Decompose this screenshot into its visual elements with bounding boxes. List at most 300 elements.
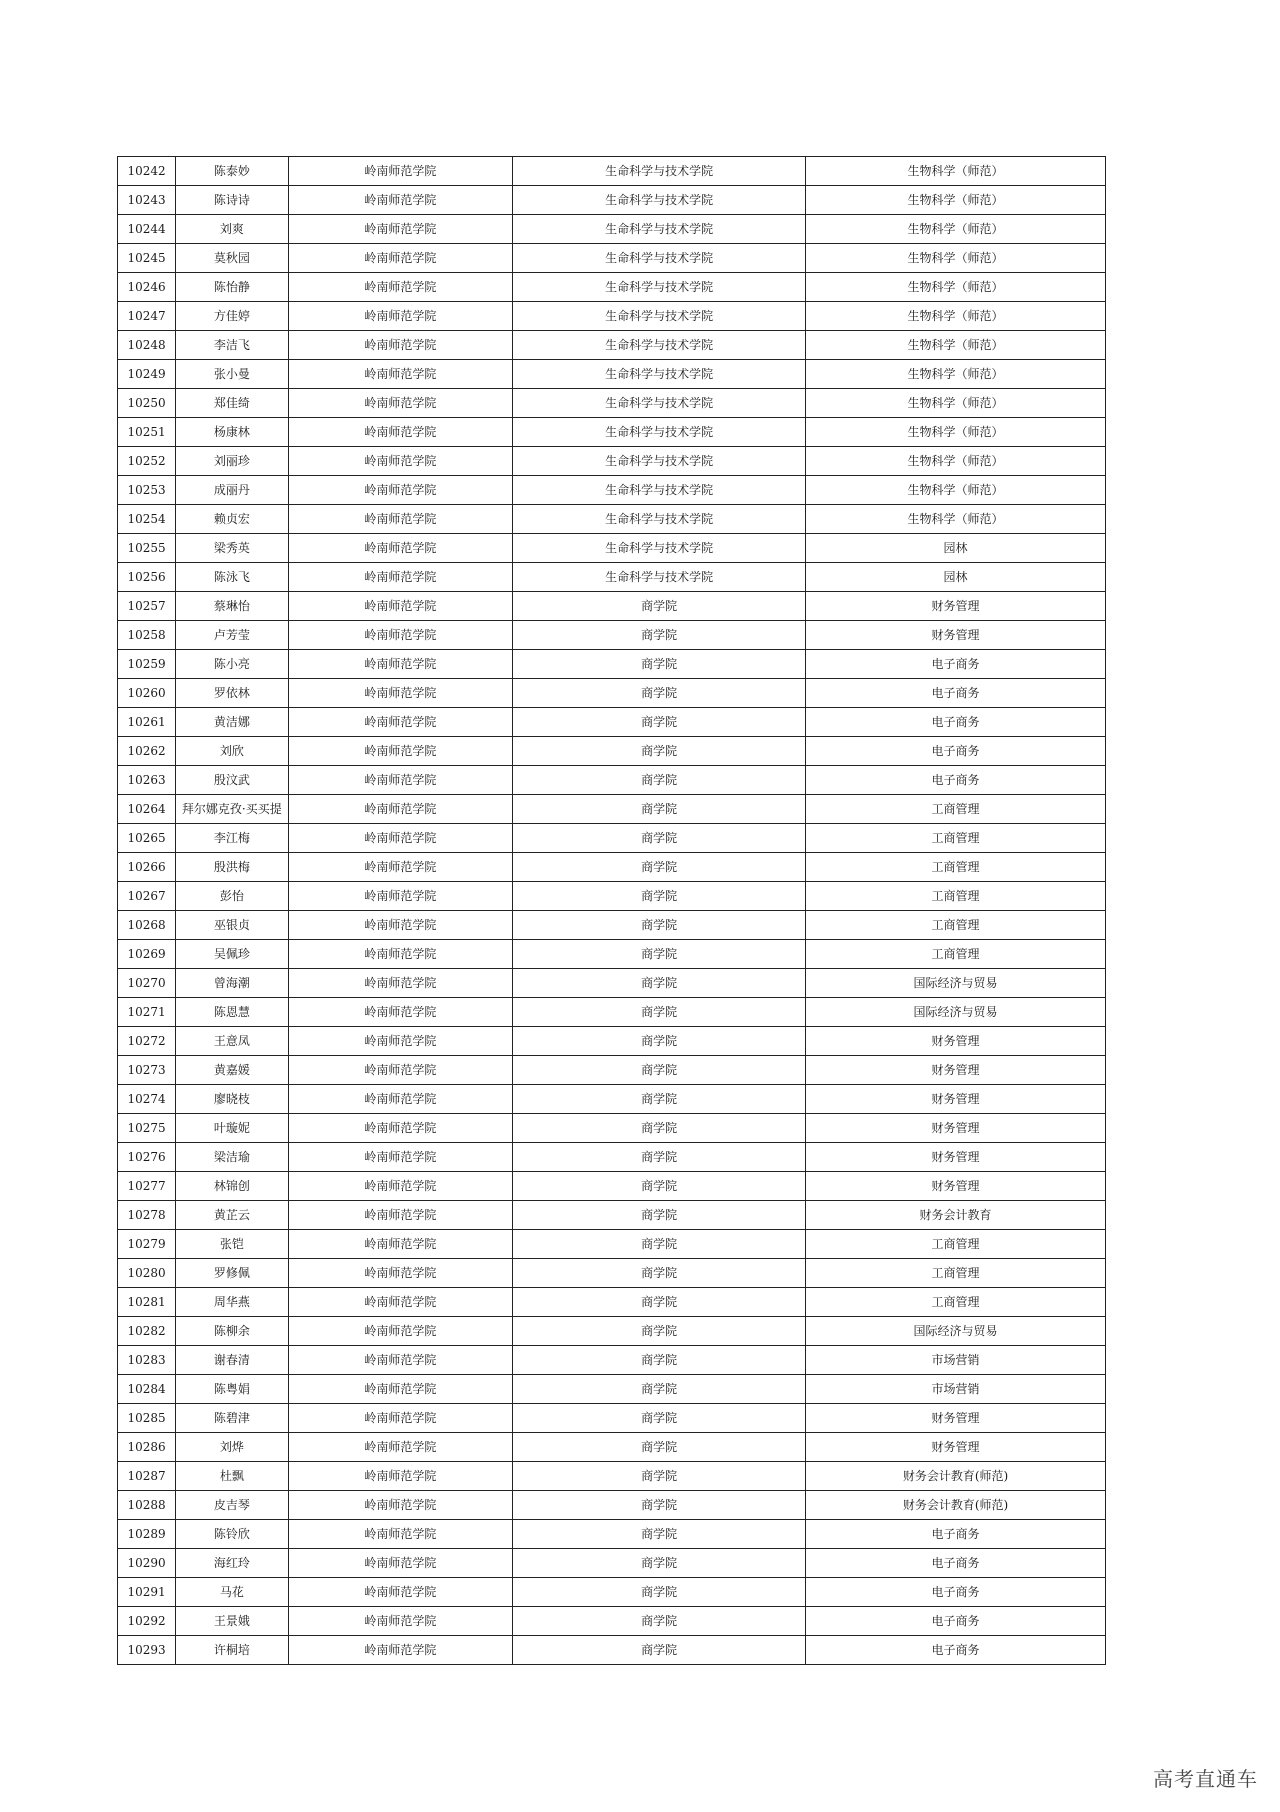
major-cell: 生物科学（师范）	[806, 215, 1106, 244]
table-row	[118, 505, 1106, 534]
student-id-cell: 10263	[118, 766, 176, 795]
college-cell: 商学院	[513, 1636, 806, 1665]
major-cell: 财务管理	[806, 1027, 1106, 1056]
student-id-cell: 10261	[118, 708, 176, 737]
table-row	[118, 157, 1106, 186]
student-id-cell: 10280	[118, 1259, 176, 1288]
school-cell: 岭南师范学院	[288, 708, 513, 737]
major-cell: 园林	[806, 534, 1106, 563]
student-id-cell: 10293	[118, 1636, 176, 1665]
table-row	[118, 1520, 1106, 1549]
college-cell: 商学院	[513, 1607, 806, 1636]
student-id-cell: 10244	[118, 215, 176, 244]
table-row	[118, 534, 1106, 563]
student-id-cell: 10292	[118, 1607, 176, 1636]
major-cell: 财务管理	[806, 1056, 1106, 1085]
student-name-cell: 叶璇妮	[176, 1114, 288, 1143]
college-cell: 商学院	[513, 621, 806, 650]
school-cell: 岭南师范学院	[288, 476, 513, 505]
major-cell: 工商管理	[806, 824, 1106, 853]
student-name-cell: 刘欣	[176, 737, 288, 766]
school-cell: 岭南师范学院	[288, 389, 513, 418]
school-cell: 岭南师范学院	[288, 273, 513, 302]
student-id-cell: 10249	[118, 360, 176, 389]
school-cell: 岭南师范学院	[288, 1346, 513, 1375]
school-cell: 岭南师范学院	[288, 1114, 513, 1143]
table-row	[118, 824, 1106, 853]
table-row	[118, 853, 1106, 882]
college-cell: 商学院	[513, 679, 806, 708]
table-row	[118, 650, 1106, 679]
student-id-cell: 10285	[118, 1404, 176, 1433]
college-cell: 生命科学与技术学院	[513, 563, 806, 592]
student-id-cell: 10274	[118, 1085, 176, 1114]
school-cell: 岭南师范学院	[288, 1201, 513, 1230]
student-name-cell: 黄洁娜	[176, 708, 288, 737]
college-cell: 商学院	[513, 1230, 806, 1259]
student-id-cell: 10268	[118, 911, 176, 940]
student-id-cell: 10273	[118, 1056, 176, 1085]
college-cell: 商学院	[513, 1433, 806, 1462]
student-name-cell: 梁洁瑜	[176, 1143, 288, 1172]
major-cell: 财务会计教育(师范)	[806, 1491, 1106, 1520]
student-id-cell: 10264	[118, 795, 176, 824]
college-cell: 商学院	[513, 1375, 806, 1404]
student-id-cell: 10251	[118, 418, 176, 447]
student-id-cell: 10272	[118, 1027, 176, 1056]
student-name-cell: 罗依林	[176, 679, 288, 708]
student-id-cell: 10281	[118, 1288, 176, 1317]
student-name-cell: 周华燕	[176, 1288, 288, 1317]
student-name-cell: 莫秋园	[176, 244, 288, 273]
major-cell: 财务管理	[806, 1085, 1106, 1114]
table-row	[118, 360, 1106, 389]
college-cell: 生命科学与技术学院	[513, 534, 806, 563]
college-cell: 商学院	[513, 1027, 806, 1056]
student-name-cell: 拜尔娜克孜·买买提	[176, 795, 288, 824]
student-name-cell: 林锦创	[176, 1172, 288, 1201]
student-id-cell: 10252	[118, 447, 176, 476]
table-row	[118, 1578, 1106, 1607]
school-cell: 岭南师范学院	[288, 418, 513, 447]
school-cell: 岭南师范学院	[288, 1317, 513, 1346]
student-id-cell: 10271	[118, 998, 176, 1027]
college-cell: 商学院	[513, 1085, 806, 1114]
student-name-cell: 许桐培	[176, 1636, 288, 1665]
student-id-cell: 10258	[118, 621, 176, 650]
student-id-cell: 10265	[118, 824, 176, 853]
table-row	[118, 911, 1106, 940]
student-name-cell: 张小曼	[176, 360, 288, 389]
student-name-cell: 彭怡	[176, 882, 288, 911]
student-name-cell: 杜飘	[176, 1462, 288, 1491]
college-cell: 商学院	[513, 1172, 806, 1201]
student-name-cell: 海红玲	[176, 1549, 288, 1578]
school-cell: 岭南师范学院	[288, 1491, 513, 1520]
table-row	[118, 969, 1106, 998]
school-cell: 岭南师范学院	[288, 1578, 513, 1607]
major-cell: 电子商务	[806, 708, 1106, 737]
table-row	[118, 1462, 1106, 1491]
table-row	[118, 476, 1106, 505]
student-id-cell: 10250	[118, 389, 176, 418]
school-cell: 岭南师范学院	[288, 998, 513, 1027]
school-cell: 岭南师范学院	[288, 1143, 513, 1172]
student-id-cell: 10267	[118, 882, 176, 911]
student-name-cell: 吴佩珍	[176, 940, 288, 969]
major-cell: 生物科学（师范）	[806, 389, 1106, 418]
table-row	[118, 418, 1106, 447]
school-cell: 岭南师范学院	[288, 1404, 513, 1433]
student-name-cell: 陈诗诗	[176, 186, 288, 215]
student-id-cell: 10289	[118, 1520, 176, 1549]
table-row	[118, 621, 1106, 650]
college-cell: 生命科学与技术学院	[513, 215, 806, 244]
student-name-cell: 郑佳绮	[176, 389, 288, 418]
table-row	[118, 1288, 1106, 1317]
college-cell: 商学院	[513, 1288, 806, 1317]
school-cell: 岭南师范学院	[288, 940, 513, 969]
school-cell: 岭南师范学院	[288, 331, 513, 360]
student-id-cell: 10255	[118, 534, 176, 563]
table-row	[118, 186, 1106, 215]
major-cell: 财务管理	[806, 1143, 1106, 1172]
college-cell: 生命科学与技术学院	[513, 447, 806, 476]
table-row	[118, 1172, 1106, 1201]
table-row	[118, 940, 1106, 969]
student-id-cell: 10276	[118, 1143, 176, 1172]
school-cell: 岭南师范学院	[288, 1027, 513, 1056]
table-row	[118, 215, 1106, 244]
college-cell: 商学院	[513, 795, 806, 824]
college-cell: 生命科学与技术学院	[513, 389, 806, 418]
student-name-cell: 殷洪梅	[176, 853, 288, 882]
college-cell: 商学院	[513, 1520, 806, 1549]
table-row	[118, 1607, 1106, 1636]
school-cell: 岭南师范学院	[288, 621, 513, 650]
college-cell: 商学院	[513, 969, 806, 998]
table-row	[118, 302, 1106, 331]
college-cell: 商学院	[513, 1578, 806, 1607]
table-row	[118, 1259, 1106, 1288]
school-cell: 岭南师范学院	[288, 1230, 513, 1259]
table-row	[118, 998, 1106, 1027]
school-cell: 岭南师范学院	[288, 1085, 513, 1114]
college-cell: 生命科学与技术学院	[513, 360, 806, 389]
table-row	[118, 1491, 1106, 1520]
student-name-cell: 杨康林	[176, 418, 288, 447]
school-cell: 岭南师范学院	[288, 969, 513, 998]
major-cell: 工商管理	[806, 940, 1106, 969]
college-cell: 商学院	[513, 708, 806, 737]
table-row	[118, 1346, 1106, 1375]
student-name-cell: 张铠	[176, 1230, 288, 1259]
table-row	[118, 1056, 1106, 1085]
school-cell: 岭南师范学院	[288, 1375, 513, 1404]
school-cell: 岭南师范学院	[288, 795, 513, 824]
major-cell: 电子商务	[806, 1607, 1106, 1636]
major-cell: 国际经济与贸易	[806, 998, 1106, 1027]
student-id-cell: 10247	[118, 302, 176, 331]
school-cell: 岭南师范学院	[288, 302, 513, 331]
student-id-cell: 10260	[118, 679, 176, 708]
table-row	[118, 1027, 1106, 1056]
major-cell: 工商管理	[806, 1288, 1106, 1317]
college-cell: 商学院	[513, 1143, 806, 1172]
college-cell: 商学院	[513, 1056, 806, 1085]
table-row	[118, 563, 1106, 592]
major-cell: 国际经济与贸易	[806, 1317, 1106, 1346]
major-cell: 生物科学（师范）	[806, 302, 1106, 331]
student-id-cell: 10242	[118, 157, 176, 186]
college-cell: 商学院	[513, 1549, 806, 1578]
student-name-cell: 殷汶武	[176, 766, 288, 795]
major-cell: 生物科学（师范）	[806, 360, 1106, 389]
college-cell: 商学院	[513, 592, 806, 621]
student-name-cell: 陈碧津	[176, 1404, 288, 1433]
table-row	[118, 1143, 1106, 1172]
table-row	[118, 1230, 1106, 1259]
school-cell: 岭南师范学院	[288, 679, 513, 708]
table-row	[118, 1636, 1106, 1665]
school-cell: 岭南师范学院	[288, 1172, 513, 1201]
college-cell: 商学院	[513, 650, 806, 679]
college-cell: 生命科学与技术学院	[513, 476, 806, 505]
student-name-cell: 陈柳余	[176, 1317, 288, 1346]
major-cell: 生物科学（师范）	[806, 476, 1106, 505]
table-row	[118, 1317, 1106, 1346]
major-cell: 生物科学（师范）	[806, 331, 1106, 360]
student-id-cell: 10279	[118, 1230, 176, 1259]
student-name-cell: 蔡琳怡	[176, 592, 288, 621]
college-cell: 商学院	[513, 766, 806, 795]
school-cell: 岭南师范学院	[288, 1549, 513, 1578]
major-cell: 电子商务	[806, 679, 1106, 708]
school-cell: 岭南师范学院	[288, 447, 513, 476]
major-cell: 电子商务	[806, 766, 1106, 795]
major-cell: 生物科学（师范）	[806, 244, 1106, 273]
student-id-cell: 10262	[118, 737, 176, 766]
college-cell: 商学院	[513, 882, 806, 911]
major-cell: 工商管理	[806, 1259, 1106, 1288]
school-cell: 岭南师范学院	[288, 505, 513, 534]
major-cell: 财务管理	[806, 1433, 1106, 1462]
college-cell: 生命科学与技术学院	[513, 186, 806, 215]
school-cell: 岭南师范学院	[288, 1288, 513, 1317]
student-name-cell: 巫银贞	[176, 911, 288, 940]
student-id-cell: 10270	[118, 969, 176, 998]
student-id-cell: 10246	[118, 273, 176, 302]
college-cell: 生命科学与技术学院	[513, 418, 806, 447]
school-cell: 岭南师范学院	[288, 853, 513, 882]
school-cell: 岭南师范学院	[288, 824, 513, 853]
student-name-cell: 罗修佩	[176, 1259, 288, 1288]
major-cell: 生物科学（师范）	[806, 447, 1106, 476]
school-cell: 岭南师范学院	[288, 1056, 513, 1085]
school-cell: 岭南师范学院	[288, 911, 513, 940]
school-cell: 岭南师范学院	[288, 360, 513, 389]
college-cell: 商学院	[513, 1491, 806, 1520]
student-id-cell: 10257	[118, 592, 176, 621]
table-row	[118, 592, 1106, 621]
student-id-cell: 10283	[118, 1346, 176, 1375]
student-name-cell: 马花	[176, 1578, 288, 1607]
student-id-cell: 10248	[118, 331, 176, 360]
major-cell: 电子商务	[806, 1520, 1106, 1549]
table-row	[118, 679, 1106, 708]
watermark-text: 高考直通车	[1153, 1767, 1258, 1791]
major-cell: 财务管理	[806, 621, 1106, 650]
school-cell: 岭南师范学院	[288, 650, 513, 679]
student-id-cell: 10254	[118, 505, 176, 534]
college-cell: 生命科学与技术学院	[513, 273, 806, 302]
table-row	[118, 244, 1106, 273]
major-cell: 电子商务	[806, 1636, 1106, 1665]
major-cell: 工商管理	[806, 853, 1106, 882]
college-cell: 生命科学与技术学院	[513, 302, 806, 331]
major-cell: 财务会计教育(师范)	[806, 1462, 1106, 1491]
college-cell: 商学院	[513, 998, 806, 1027]
major-cell: 生物科学（师范）	[806, 273, 1106, 302]
college-cell: 商学院	[513, 1201, 806, 1230]
college-cell: 商学院	[513, 853, 806, 882]
student-name-cell: 刘爽	[176, 215, 288, 244]
student-id-cell: 10277	[118, 1172, 176, 1201]
student-name-cell: 陈恩慧	[176, 998, 288, 1027]
major-cell: 工商管理	[806, 1230, 1106, 1259]
student-name-cell: 梁秀英	[176, 534, 288, 563]
table-row	[118, 1433, 1106, 1462]
school-cell: 岭南师范学院	[288, 592, 513, 621]
student-name-cell: 陈泰妙	[176, 157, 288, 186]
table-row	[118, 389, 1106, 418]
student-id-cell: 10278	[118, 1201, 176, 1230]
table-row	[118, 1114, 1106, 1143]
student-name-cell: 黄嘉媛	[176, 1056, 288, 1085]
table-row	[118, 708, 1106, 737]
school-cell: 岭南师范学院	[288, 1259, 513, 1288]
student-name-cell: 王意凤	[176, 1027, 288, 1056]
school-cell: 岭南师范学院	[288, 244, 513, 273]
table-row	[118, 766, 1106, 795]
student-name-cell: 赖贞宏	[176, 505, 288, 534]
school-cell: 岭南师范学院	[288, 563, 513, 592]
table-row	[118, 737, 1106, 766]
major-cell: 电子商务	[806, 650, 1106, 679]
major-cell: 市场营销	[806, 1375, 1106, 1404]
college-cell: 生命科学与技术学院	[513, 157, 806, 186]
table-row	[118, 1549, 1106, 1578]
major-cell: 园林	[806, 563, 1106, 592]
student-id-cell: 10286	[118, 1433, 176, 1462]
college-cell: 商学院	[513, 1317, 806, 1346]
student-id-cell: 10282	[118, 1317, 176, 1346]
college-cell: 商学院	[513, 1462, 806, 1491]
table-row	[118, 273, 1106, 302]
school-cell: 岭南师范学院	[288, 215, 513, 244]
student-id-cell: 10288	[118, 1491, 176, 1520]
major-cell: 工商管理	[806, 882, 1106, 911]
school-cell: 岭南师范学院	[288, 882, 513, 911]
school-cell: 岭南师范学院	[288, 157, 513, 186]
student-name-cell: 方佳婷	[176, 302, 288, 331]
student-name-cell: 李江梅	[176, 824, 288, 853]
student-id-cell: 10256	[118, 563, 176, 592]
major-cell: 生物科学（师范）	[806, 186, 1106, 215]
student-id-cell: 10290	[118, 1549, 176, 1578]
major-cell: 财务管理	[806, 592, 1106, 621]
student-name-cell: 陈粤娟	[176, 1375, 288, 1404]
table-row	[118, 447, 1106, 476]
school-cell: 岭南师范学院	[288, 1433, 513, 1462]
major-cell: 国际经济与贸易	[806, 969, 1106, 998]
college-cell: 商学院	[513, 1404, 806, 1433]
student-name-cell: 陈铃欣	[176, 1520, 288, 1549]
student-name-cell: 曾海潮	[176, 969, 288, 998]
college-cell: 商学院	[513, 824, 806, 853]
student-name-cell: 廖晓枝	[176, 1085, 288, 1114]
student-id-cell: 10243	[118, 186, 176, 215]
major-cell: 财务管理	[806, 1404, 1106, 1433]
student-name-cell: 陈泳飞	[176, 563, 288, 592]
major-cell: 生物科学（师范）	[806, 418, 1106, 447]
student-name-cell: 谢春清	[176, 1346, 288, 1375]
student-id-cell: 10245	[118, 244, 176, 273]
college-cell: 生命科学与技术学院	[513, 244, 806, 273]
table-row	[118, 1201, 1106, 1230]
major-cell: 电子商务	[806, 737, 1106, 766]
college-cell: 商学院	[513, 737, 806, 766]
school-cell: 岭南师范学院	[288, 1462, 513, 1491]
student-id-cell: 10266	[118, 853, 176, 882]
student-name-cell: 李洁飞	[176, 331, 288, 360]
major-cell: 生物科学（师范）	[806, 505, 1106, 534]
major-cell: 市场营销	[806, 1346, 1106, 1375]
college-cell: 商学院	[513, 940, 806, 969]
student-id-cell: 10269	[118, 940, 176, 969]
table-row	[118, 1085, 1106, 1114]
college-cell: 商学院	[513, 1114, 806, 1143]
major-cell: 电子商务	[806, 1549, 1106, 1578]
student-name-cell: 王景娥	[176, 1607, 288, 1636]
table-row	[118, 1375, 1106, 1404]
school-cell: 岭南师范学院	[288, 737, 513, 766]
student-id-cell: 10287	[118, 1462, 176, 1491]
major-cell: 财务管理	[806, 1172, 1106, 1201]
student-id-cell: 10291	[118, 1578, 176, 1607]
student-id-cell: 10259	[118, 650, 176, 679]
school-cell: 岭南师范学院	[288, 186, 513, 215]
college-cell: 生命科学与技术学院	[513, 331, 806, 360]
student-name-cell: 陈怡静	[176, 273, 288, 302]
table-row	[118, 795, 1106, 824]
college-cell: 商学院	[513, 911, 806, 940]
major-cell: 生物科学（师范）	[806, 157, 1106, 186]
student-name-cell: 黄芷云	[176, 1201, 288, 1230]
student-name-cell: 刘丽珍	[176, 447, 288, 476]
major-cell: 财务管理	[806, 1114, 1106, 1143]
roster-table-body	[118, 157, 1106, 1665]
school-cell: 岭南师范学院	[288, 1607, 513, 1636]
school-cell: 岭南师范学院	[288, 534, 513, 563]
student-id-cell: 10275	[118, 1114, 176, 1143]
major-cell: 电子商务	[806, 1578, 1106, 1607]
table-row	[118, 882, 1106, 911]
major-cell: 财务会计教育	[806, 1201, 1106, 1230]
school-cell: 岭南师范学院	[288, 766, 513, 795]
table-row	[118, 1404, 1106, 1433]
student-id-cell: 10284	[118, 1375, 176, 1404]
